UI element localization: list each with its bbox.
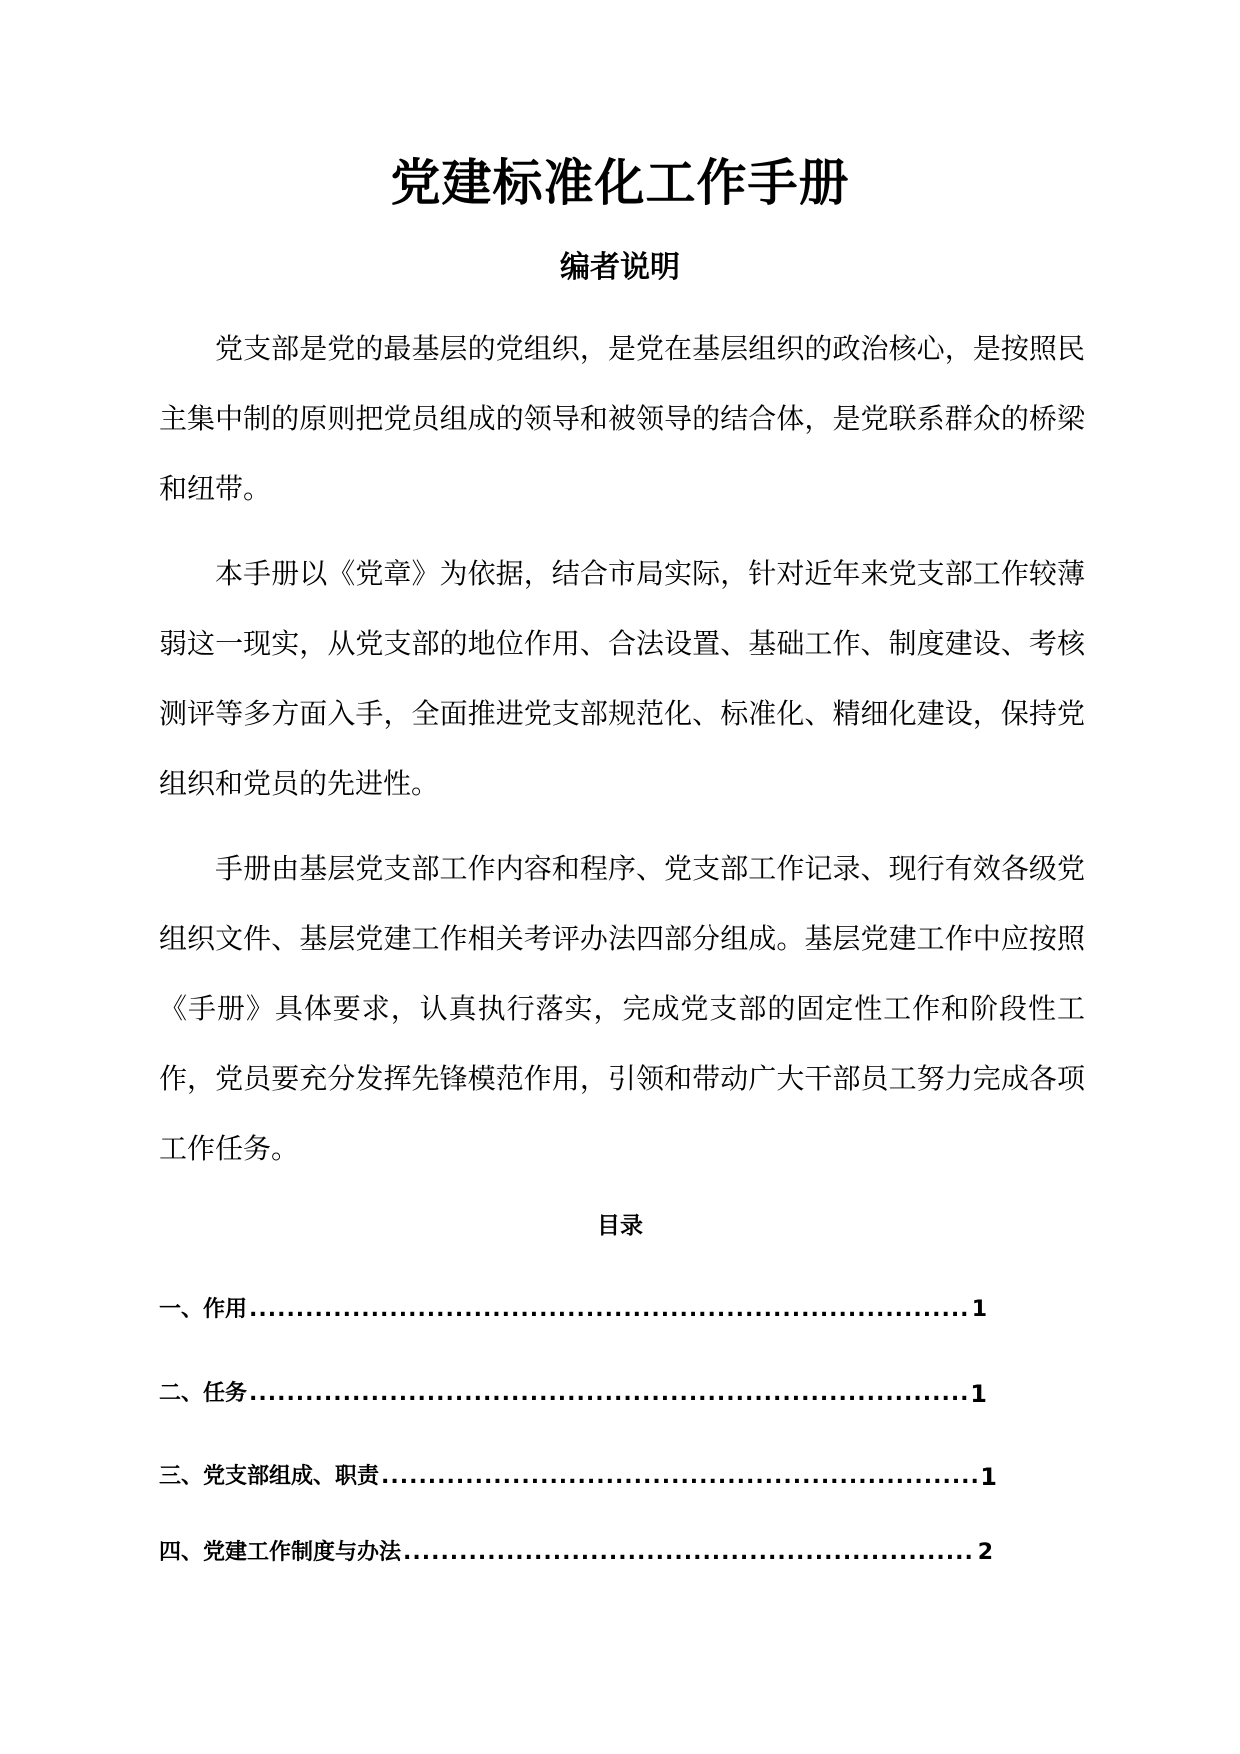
toc-item-label: 一、作用 xyxy=(159,1297,248,1322)
toc-dot-leader xyxy=(249,1374,968,1414)
toc-item-4[interactable] xyxy=(159,1533,993,1573)
toc-item-1[interactable] xyxy=(159,1290,987,1330)
toc-item-page: 1 xyxy=(980,1463,997,1491)
toc-item-label: 二、任务 xyxy=(159,1381,248,1406)
toc-item-label: 三、党支部组成、职责 xyxy=(159,1464,380,1489)
toc-heading: 目录 xyxy=(597,1213,643,1239)
toc-item-page: 1 xyxy=(970,1380,987,1408)
paragraph-2: 本手册以《党章》为依据，结合市局实际，针对近年来党支部工作较薄弱这一现实，从党支部的地位作用、合法设置、基础工作、制度建设、考核测评等多方面入手，全面推进党支部规范化、标准化、精细化建设，保持党组织和党员的先进性。 xyxy=(159,557,1085,800)
toc-item-page: 2 xyxy=(977,1540,993,1565)
toc-dot-leader xyxy=(249,1290,970,1330)
editor-note-heading: 编者说明 xyxy=(560,250,680,285)
toc-item-2[interactable] xyxy=(159,1374,987,1414)
toc-dot-leader xyxy=(403,1533,976,1573)
document-title: 党建标准化工作手册 xyxy=(390,153,850,212)
toc-item-label: 四、党建工作制度与办法 xyxy=(159,1540,402,1565)
paragraph-1: 党支部是党的最基层的党组织，是党在基层组织的政治核心，是按照民主集中制的原则把党员组成的领导和被领导的结合体，是党联系群众的桥梁和纽带。 xyxy=(159,332,1085,505)
toc-item-page: 1 xyxy=(971,1297,987,1322)
paragraph-3: 手册由基层党支部工作内容和程序、党支部工作记录、现行有效各级党组织文件、基层党建工作相关考评办法四部分组成。基层党建工作中应按照《手册》具体要求，认真执行落实，完成党支部的固定性工作和阶段性工作，党员要充分发挥先锋模范作用，引领和带动广大干部员工努力完成各项工作任务。 xyxy=(159,852,1085,1165)
toc-item-3[interactable] xyxy=(159,1457,997,1497)
toc-dot-leader xyxy=(381,1457,978,1497)
